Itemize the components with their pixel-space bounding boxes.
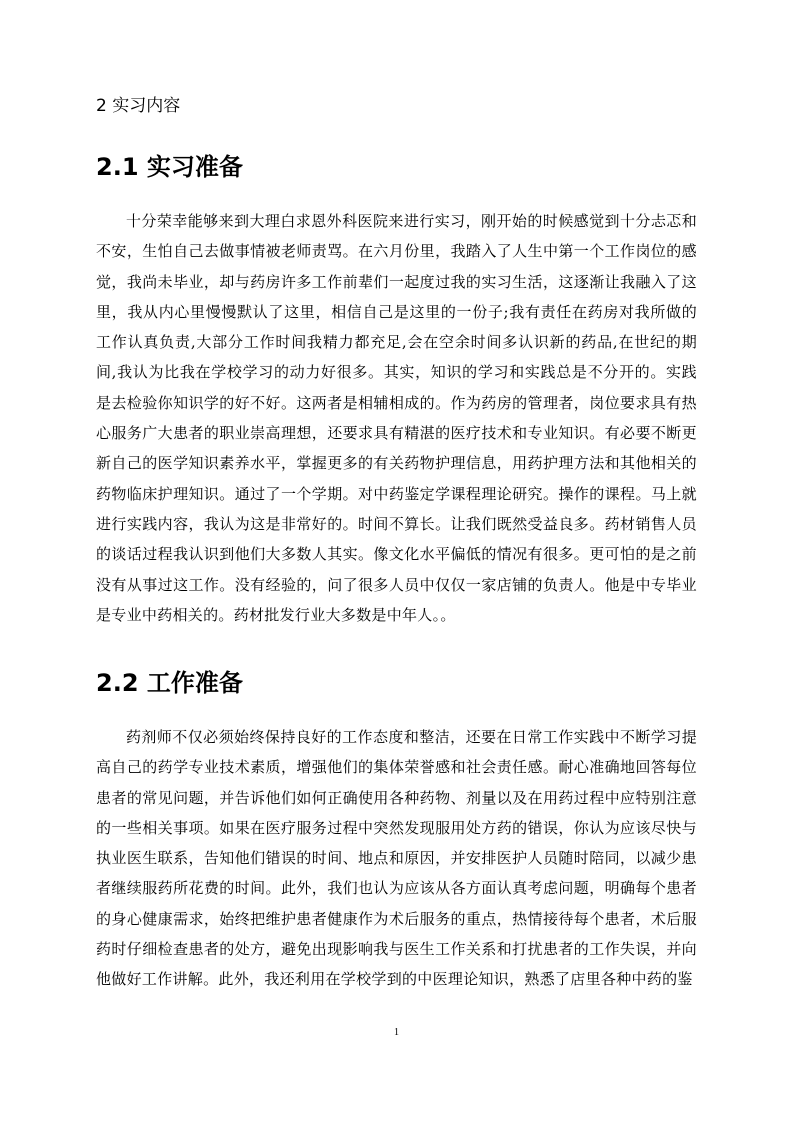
section-2-2-paragraph: 药剂师不仅必须始终保持良好的工作态度和整洁，还要在日常工作实践中不断学习提高自己的药学专业技术素质，增强他们的集体荣誉感和社会责任感。耐心准确地回答每位患者的常见问题，并告诉他们如何正确使用各种药物、剂量以及在用药过程中应特别注意的一些相关事项。如果在医疗服务过程中突然发现服用处方药的错误，你认为应该尽快与执业医生联系，告知他们错误的时间、地点和原因，并安排医护人员随时陪同，以减少患者继续服药所花费的时间。此外，我们也认为应该从各方面认真考虑问题，明确每个患者的身心健康需求，始终把维护患者健康作为术后服务的重点，热情接待每个患者，术后服药时仔细检查患者的处方，避免出现影响我与医生工作关系和打扰患者的工作失误，并向他做好工作讲解。此外，我还利用在学校学到的中医理论知识，熟悉了店里各种中药的鉴 [96, 728, 697, 989]
section-heading-2-2: 2.2 工作准备 [96, 669, 243, 697]
page-number: 1 [394, 1027, 399, 1038]
section-heading-2-1: 2.1 实习准备 [96, 153, 243, 181]
chapter-heading: 2 实习内容 [96, 96, 181, 116]
section-2-1-paragraph: 十分荣幸能够来到大理白求恩外科医院来进行实习，刚开始的时候感觉到十分忐忑和不安，生怕自己去做事情被老师责骂。在六月份里，我踏入了人生中第一个工作岗位的感觉，我尚未毕业，却与药房许多工作前辈们一起度过我的实习生活，这逐渐让我融入了这里，我从内心里慢慢默认了这里，相信自己是这里的一份子;我有责任在药房对我所做的工作认真负责,大部分工作时间我精力都充足,会在空余时间多认识新的药品,在世纪的期间,我认为比我在学校学习的动力好很多。其实，知识的学习和实践总是不分开的。实践是去检验你知识学的好不好。这两者是相辅相成的。作为药房的管理者，岗位要求具有热心服务广大患者的职业崇高理想，还要求具有精湛的医疗技术和专业知识。有必要不断更新自己的医学知识素养水平，掌握更多的有关药物护理信息，用药护理方法和其他相关的药物临床护理知识。通过了一个学期。对中药鉴定学课程理论研究。操作的课程。马上就进行实践内容，我认为这是非常好的。时间不算长。让我们既然受益良多。药材销售人员的谈话过程我认识到他们大多数人其实。像文化水平偏低的情况有很多。更可怕的是之前没有从事过这工作。没有经验的，问了很多人员中仅仅一家店铺的负责人。他是中专毕业是专业中药相关的。药材批发行业大多数是中年人。。 [96, 212, 697, 624]
